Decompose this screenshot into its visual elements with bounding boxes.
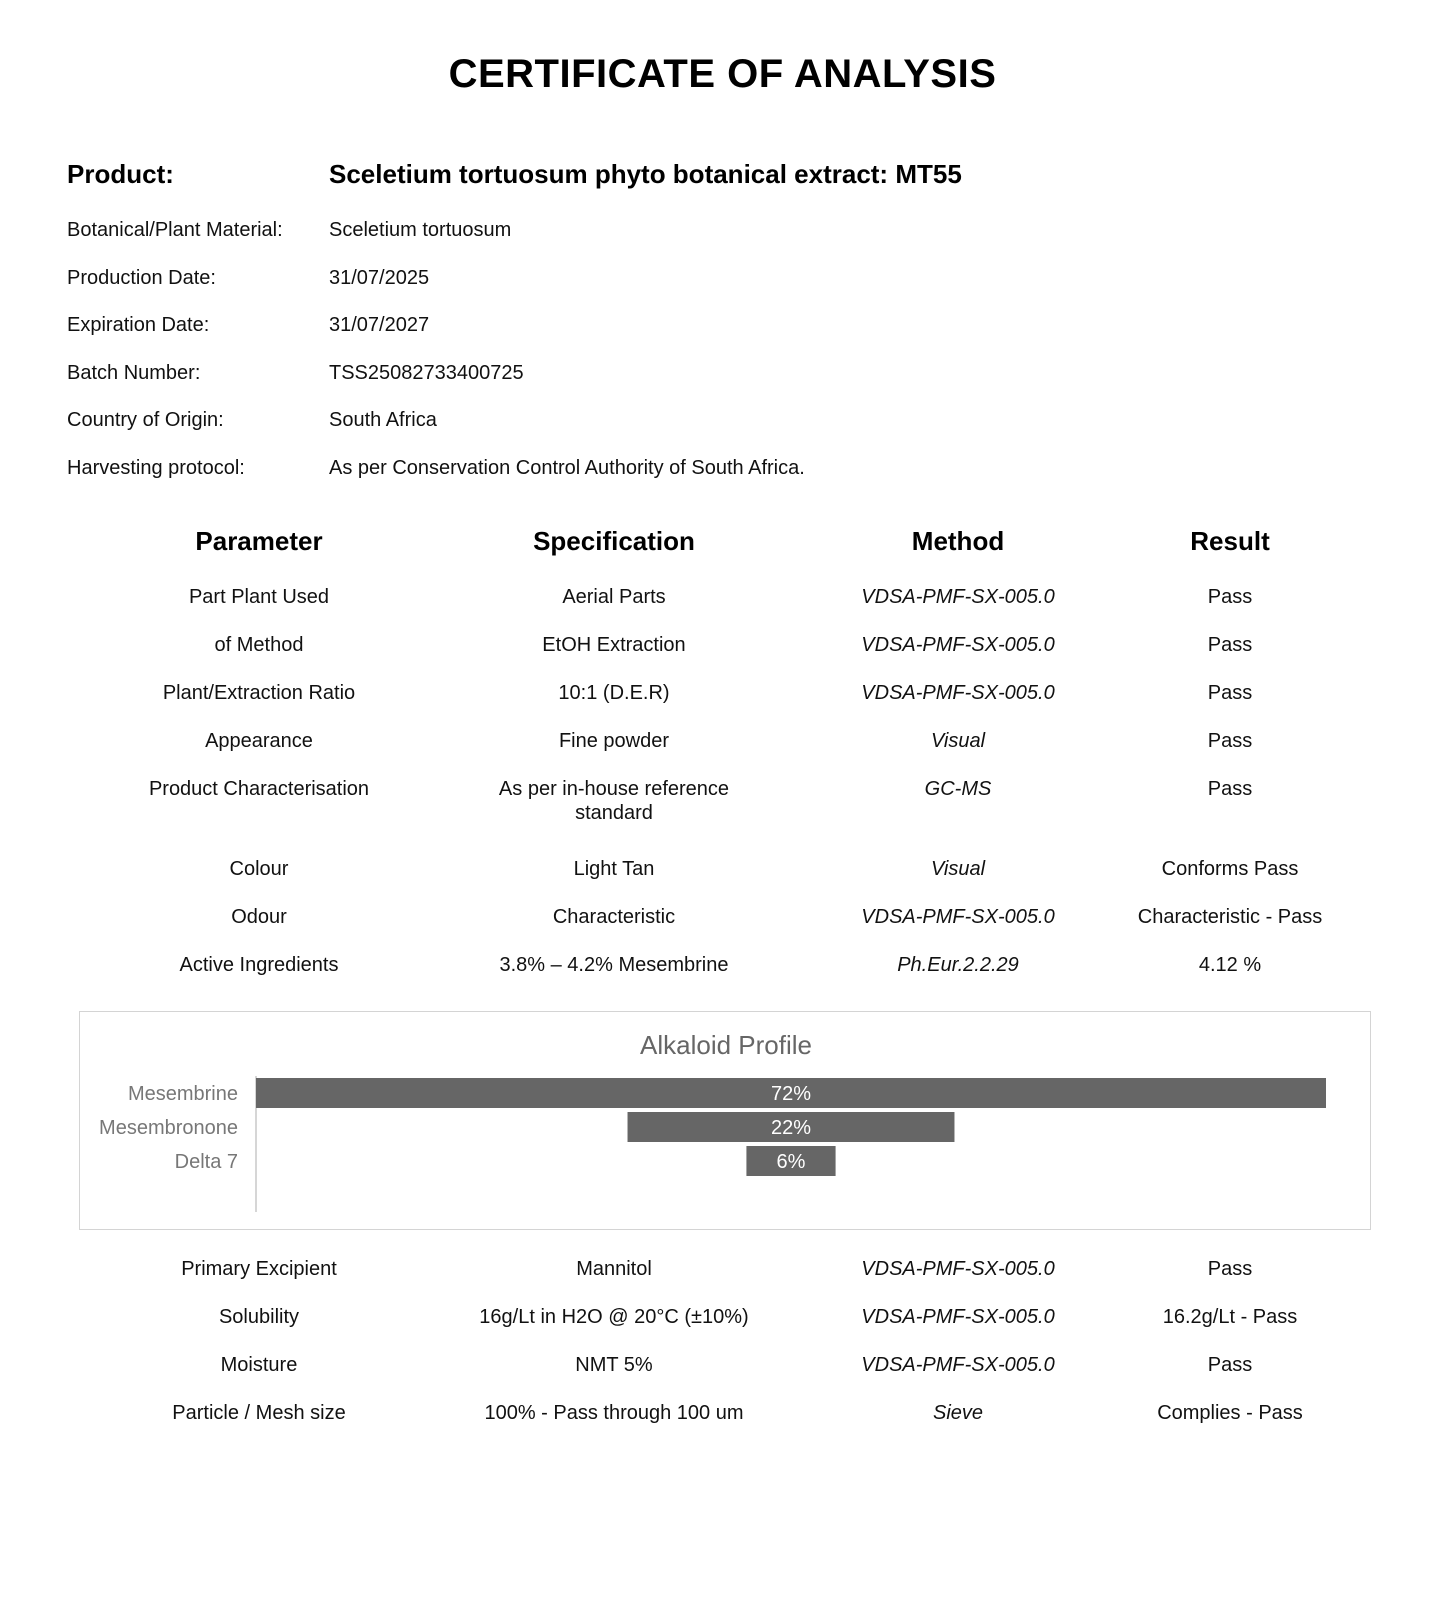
data-label: 72% (770, 1083, 812, 1105)
info-row-batch-number (67, 350, 1367, 398)
header-specification: Specification (533, 526, 695, 556)
table-row (0, 729, 1445, 777)
category-label: Delta 7 (174, 1151, 238, 1173)
info-row-harvesting (67, 445, 1367, 493)
info-value: South Africa (329, 409, 437, 432)
product-info-section (67, 148, 1367, 492)
cell-method: VDSA-PMF-SX-005.0 (861, 1306, 1055, 1328)
category-label: Mesembronone (99, 1117, 238, 1139)
chart-marks (99, 1078, 1326, 1176)
spec-table-bottom (0, 1257, 1445, 1449)
category-label: Mesembrine (127, 1083, 238, 1105)
cell-specification: As per in-house reference standard (498, 778, 730, 824)
cell-result: Pass (1207, 778, 1253, 800)
cell-result: 16.2g/Lt - Pass (1162, 1306, 1298, 1328)
cell-result: Characteristic - Pass (1137, 906, 1323, 928)
cell-parameter: Moisture (220, 1354, 298, 1376)
data-label: 22% (770, 1117, 812, 1139)
cell-specification: NMT 5% (575, 1354, 653, 1376)
info-value: 31/07/2025 (329, 266, 430, 289)
cell-specification: Characteristic (552, 906, 676, 928)
cell-parameter: Primary Excipient (181, 1258, 337, 1280)
cell-specification: 16g/Lt in H2O @ 20°C (±10%) (479, 1306, 749, 1328)
table-row (0, 1257, 1445, 1305)
table-row (0, 681, 1445, 729)
info-label: Production Date: (67, 266, 216, 289)
cell-method: VDSA-PMF-SX-005.0 (861, 906, 1055, 928)
cell-method: GC-MS (924, 778, 992, 800)
cell-parameter: Part Plant Used (188, 586, 330, 608)
cell-method: Visual (930, 858, 986, 880)
info-label: Harvesting protocol: (67, 456, 245, 479)
alkaloid-profile-chart (79, 1011, 1371, 1230)
info-value: As per Conservation Control Authority of South Africa. (329, 456, 805, 479)
cell-parameter: of Method (214, 634, 304, 656)
cell-method: Visual (930, 730, 986, 752)
cell-parameter: Particle / Mesh size (172, 1402, 346, 1424)
data-label: 6% (776, 1151, 806, 1173)
table-row (0, 1353, 1445, 1401)
info-row-country (67, 397, 1367, 445)
info-label: Expiration Date: (67, 314, 210, 337)
cell-result: Conforms Pass (1161, 858, 1299, 880)
table-row (0, 905, 1445, 953)
cell-method: Ph.Eur.2.2.29 (897, 954, 1019, 976)
cell-method: VDSA-PMF-SX-005.0 (861, 1258, 1055, 1280)
cell-result: Pass (1207, 682, 1253, 704)
cell-specification: Aerial Parts (562, 586, 666, 608)
cell-result: Pass (1207, 1258, 1253, 1280)
header-method: Method (911, 526, 1005, 556)
cell-result: Pass (1207, 586, 1253, 608)
cell-method: VDSA-PMF-SX-005.0 (861, 1354, 1055, 1376)
cell-result: Pass (1207, 730, 1253, 752)
product-value: Sceletium tortuosum phyto botanical extract: MT55 (329, 158, 962, 189)
cell-parameter: Appearance (205, 730, 313, 752)
cell-parameter: Colour (229, 858, 289, 880)
cell-specification: 3.8% – 4.2% Mesembrine (499, 954, 729, 976)
cell-parameter: Solubility (218, 1306, 300, 1328)
table-row (0, 953, 1445, 1001)
info-value: 31/07/2027 (329, 314, 430, 337)
cell-result: 4.12 % (1198, 954, 1262, 976)
header-result: Result (1190, 526, 1270, 556)
info-row-production-date (67, 255, 1367, 303)
cell-method: Sieve (932, 1402, 984, 1424)
info-row-botanical (67, 207, 1367, 255)
info-label: Country of Origin: (67, 409, 224, 432)
table-row (0, 777, 1445, 857)
cell-specification: EtOH Extraction (542, 634, 686, 656)
cell-parameter: Plant/Extraction Ratio (162, 682, 356, 704)
info-value: Sceletium tortuosum (329, 219, 512, 242)
product-label: Product: (67, 158, 174, 189)
table-row (0, 585, 1445, 633)
info-label: Batch Number: (67, 361, 201, 384)
table-row (0, 1305, 1445, 1353)
document-title: CERTIFICATE OF ANALYSIS (448, 52, 997, 96)
cell-parameter: Product Characterisation (148, 778, 370, 800)
cell-specification: Mannitol (576, 1258, 652, 1280)
table-row (0, 857, 1445, 905)
cell-method: VDSA-PMF-SX-005.0 (861, 634, 1055, 656)
table-header-row (0, 526, 1445, 566)
spec-table-header (0, 526, 1445, 566)
cell-result: Complies - Pass (1157, 1402, 1303, 1424)
alkaloid-chart-svg (80, 1012, 1372, 1231)
cell-parameter: Active Ingredients (179, 954, 339, 976)
product-row (67, 148, 1367, 200)
table-row (0, 633, 1445, 681)
cell-result: Pass (1207, 1354, 1253, 1376)
cell-method: VDSA-PMF-SX-005.0 (861, 682, 1055, 704)
spec-table-top (0, 585, 1445, 1001)
cell-parameter: Odour (231, 906, 287, 928)
cell-specification: Light Tan (573, 858, 655, 880)
table-row (0, 1401, 1445, 1449)
cell-specification: Fine powder (558, 730, 670, 752)
info-value: TSS25082733400725 (329, 361, 524, 384)
header-parameter: Parameter (195, 526, 323, 556)
info-label: Botanical/Plant Material: (67, 219, 283, 242)
cell-specification: 10:1 (D.E.R) (558, 682, 670, 704)
info-row-expiration-date (67, 302, 1367, 350)
cell-result: Pass (1207, 634, 1253, 656)
cell-specification: 100% - Pass through 100 um (484, 1402, 744, 1424)
chart-title: Alkaloid Profile (640, 1030, 812, 1060)
cell-method: VDSA-PMF-SX-005.0 (861, 586, 1055, 608)
